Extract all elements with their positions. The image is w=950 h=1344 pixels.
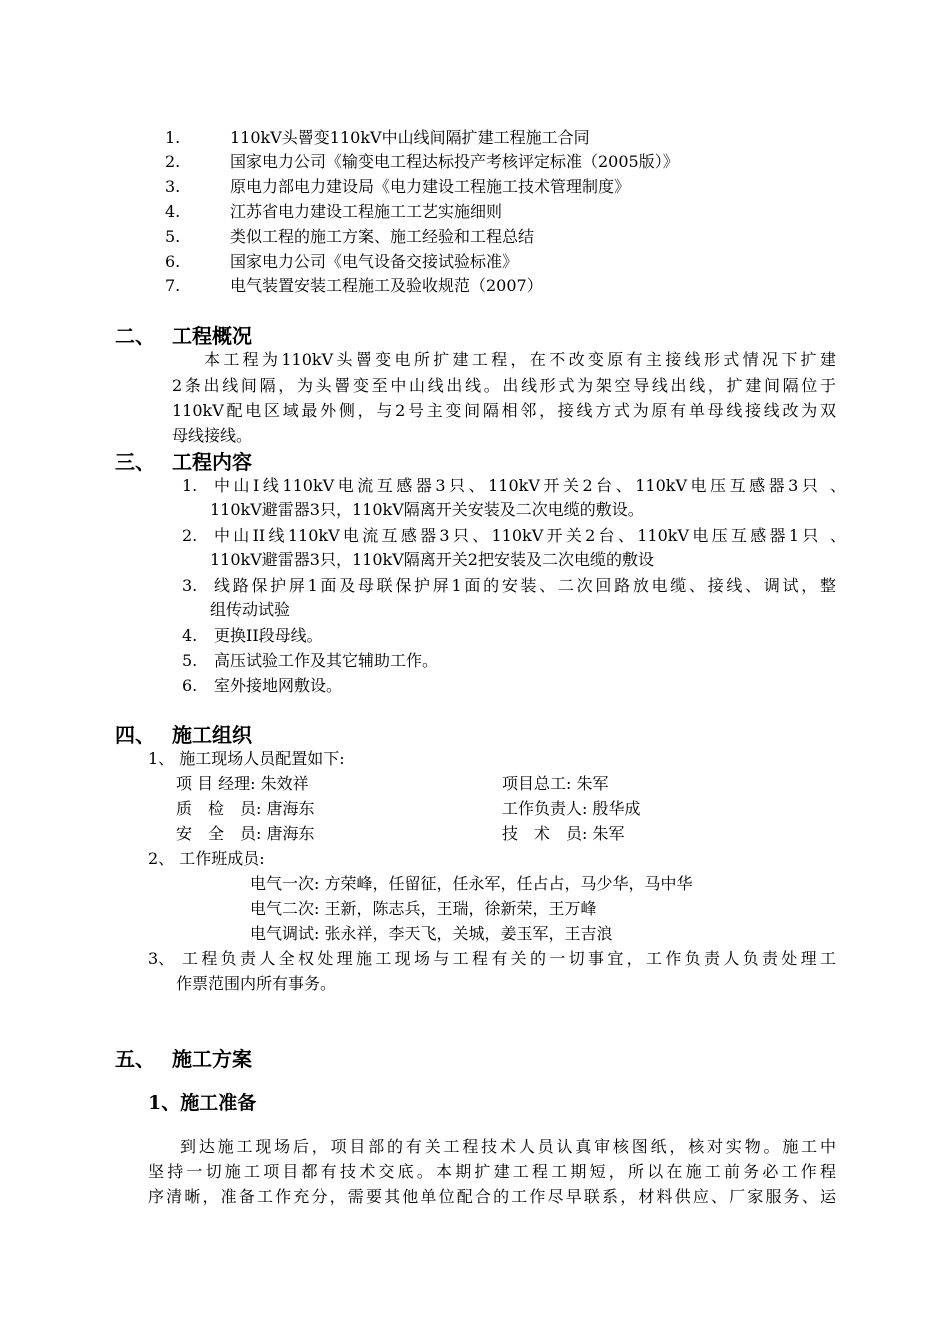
paragraph-line: 坚持一切施工项目都有技术交底。本期扩建工程工期短，所以在施工前务必工作程 <box>148 1162 836 1181</box>
staff-role: 安 全 员: 唐海东 <box>176 824 315 843</box>
paragraph-line: 到达施工现场后，项目部的有关工程技术人员认真审核图纸，核对实物。施工中 <box>180 1137 836 1156</box>
list-item-line: 室外接地网敷设。 <box>214 676 343 695</box>
responsibility-line: 工程负责人全权处理施工现场与工程有关的一切事宜，工作负责人负责处理工 <box>182 949 836 968</box>
list-item-line: 中山II线110kV电流互感器3只、110kV开关2台、110kV电压互感器1只 、 <box>214 526 846 545</box>
subsection-title: 1、施工准备 <box>148 1092 257 1114</box>
paragraph-line: 母线接线。 <box>172 426 253 445</box>
paragraph-line: 本工程为110kV头罾变电所扩建工程，在不改变原有主接线形式情况下扩建 <box>204 350 836 369</box>
responsibility-line: 作票范围内所有事务。 <box>176 974 337 993</box>
list-item-line: 中山Ⅰ线110kV电流互感器3只、110kV开关2台、110kV电压互感器3只 、 <box>214 476 846 495</box>
list-item-number: 6. <box>182 676 198 695</box>
section-number: 二、 <box>115 324 155 348</box>
list-item-number: 1. <box>165 128 181 147</box>
section-number: 四、 <box>115 723 155 747</box>
list-item: 原电力部电力建设局《电力建设工程施工技术管理制度》 <box>230 177 631 196</box>
paragraph-line: 110kV配电区域最外侧，与2号主变间隔相邻，接线方式为原有单母线接线改为双 <box>172 401 836 420</box>
list-item-line: 高压试验工作及其它辅助工作。 <box>214 651 439 670</box>
paragraph-line: 2条出线间隔，为头罾变至中山线出线。出线形式为架空导线出线，扩建间隔位于 <box>172 376 836 395</box>
list-item-number: 4. <box>182 626 198 645</box>
staff-role: 项 目 经理: 朱效祥 <box>176 774 309 793</box>
section-title: 施工方案 <box>172 1047 252 1071</box>
list-item: 110kV头罾变110kV中山线间隔扩建工程施工合同 <box>230 128 590 147</box>
list-item-number: 1. <box>182 476 198 495</box>
crew-line: 电气调试: 张永祥，李天飞，关城，姜玉军，王吉浪 <box>250 924 613 943</box>
list-item: 国家电力公司《输变电工程达标投产考核评定标准（2005版）》 <box>230 152 679 171</box>
staff-role: 项目总工: 朱军 <box>502 774 609 793</box>
section-number: 五、 <box>115 1047 155 1071</box>
paragraph-line: 序清晰，准备工作充分，需要其他单位配合的工作尽早联系，材料供应、厂家服务、运 <box>148 1187 836 1206</box>
staff-role: 工作负责人: 殷华成 <box>502 799 641 818</box>
list-item-number: 2. <box>182 526 198 545</box>
list-item: 江苏省电力建设工程施工工艺实施细则 <box>230 202 503 221</box>
staff-role: 技 术 员: 朱军 <box>502 824 625 843</box>
staffing-intro: 1、 施工现场人员配置如下: <box>148 749 345 768</box>
section-number: 三、 <box>115 450 155 474</box>
list-item-number: 6. <box>165 252 181 271</box>
crew-line: 电气二次: 王新，陈志兵，王瑞，徐新荣，王万峰 <box>250 899 597 918</box>
list-item-line: 组传动试验 <box>210 600 291 619</box>
list-item: 国家电力公司《电气设备交接试验标准》 <box>230 252 519 271</box>
list-item-line: 线路保护屏1面及母联保护屏1面的安装、二次回路放电缆、接线、调试，整 <box>214 576 836 595</box>
list-item-number: 7. <box>165 276 181 295</box>
section-title: 施工组织 <box>172 723 252 747</box>
crew-intro: 2、 工作班成员: <box>148 849 265 868</box>
list-item-number: 3. <box>182 576 198 595</box>
list-item-line: 更换II段母线。 <box>214 626 323 645</box>
list-item-line: 110kV避雷器3只，110kV隔离开关安装及二次电缆的敷设。 <box>210 500 644 519</box>
list-item-number: 5. <box>165 227 181 246</box>
section-title: 工程内容 <box>172 450 252 474</box>
crew-line: 电气一次: 方荣峰，任留征，任永军，任占占，马少华，马中华 <box>250 874 693 893</box>
list-item-line: 110kV避雷器3只，110kV隔离开关2把安装及二次电缆的敷设 <box>210 550 654 569</box>
list-item-number: 3. <box>165 177 181 196</box>
list-item-number: 4. <box>165 202 181 221</box>
staff-role: 质 检 员: 唐海东 <box>176 799 315 818</box>
list-item: 类似工程的施工方案、施工经验和工程总结 <box>230 227 535 246</box>
list-item-number: 3、 <box>148 949 175 968</box>
list-item: 电气装置安装工程施工及验收规范（2007） <box>230 276 543 295</box>
section-title: 工程概况 <box>172 324 252 348</box>
list-item-number: 2. <box>165 152 181 171</box>
list-item-number: 5. <box>182 651 198 670</box>
